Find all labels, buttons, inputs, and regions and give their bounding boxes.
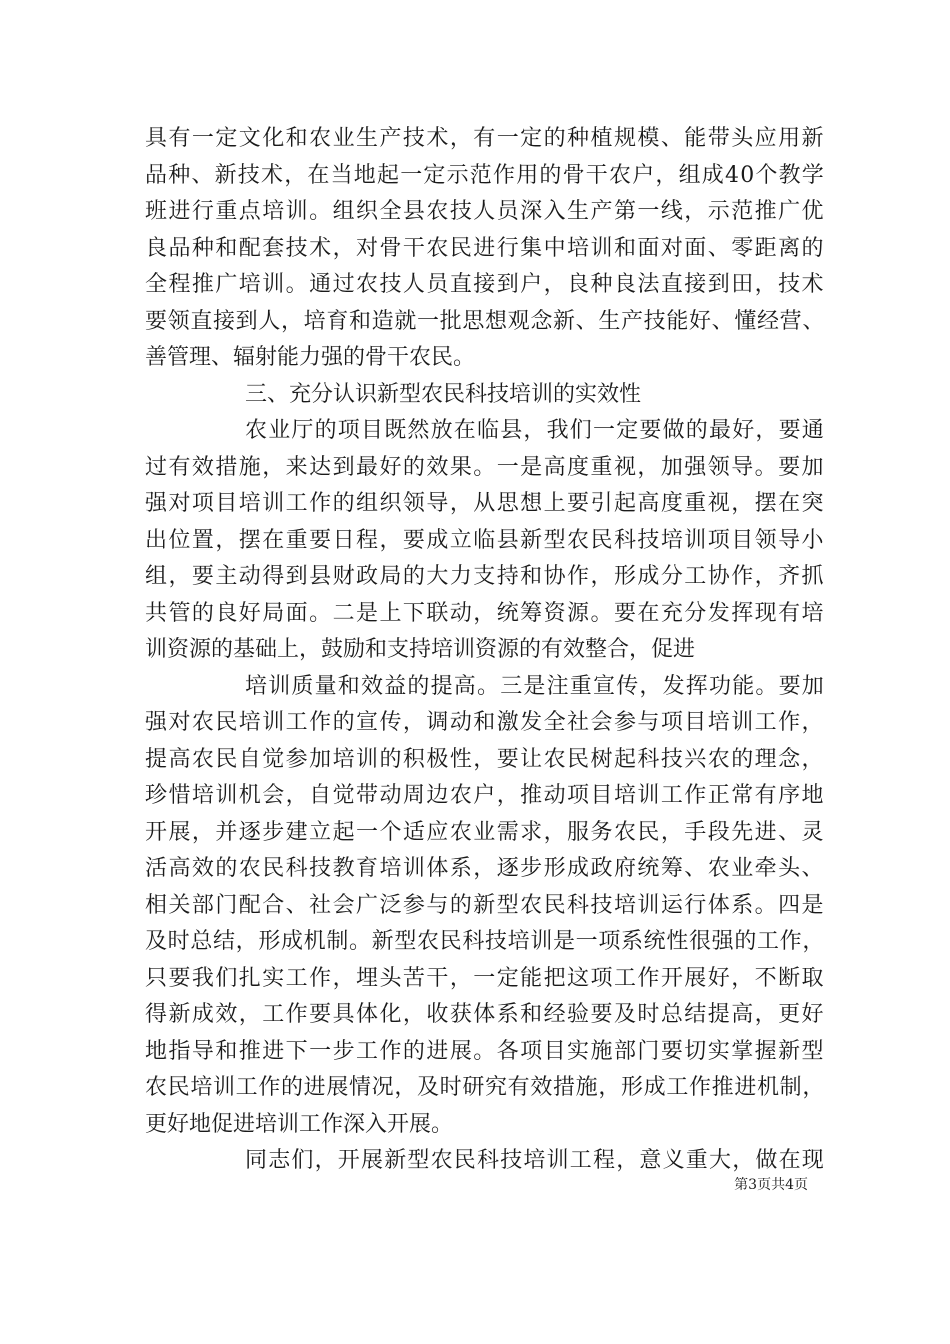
- text-line: 活高效的农民科技教育培训体系，逐步形成政府统筹、农业牵头、: [145, 856, 825, 881]
- text-line: 组，要主动得到县财政局的大力支持和协作，形成分工协作，齐抓: [145, 564, 825, 589]
- text-line: 及时总结，形成机制。新型农民科技培训是一项系统性很强的工作，: [145, 929, 825, 954]
- text-line: 具有一定文化和农业生产技术，有一定的种植规模、能带头应用新: [145, 126, 825, 151]
- text-line: 强对农民培训工作的宣传，调动和激发全社会参与项目培训工作，: [145, 710, 825, 735]
- document-body: [145, 121, 825, 1180]
- text-line: 同志们，开展新型农民科技培训工程，意义重大，做在现: [245, 1148, 825, 1173]
- text-line: 只要我们扎实工作，埋头苦干，一定能把这项工作开展好，不断取: [145, 965, 825, 991]
- text-line: 强对项目培训工作的组织领导，从思想上要引起高度重视，摆在突: [145, 491, 825, 516]
- text-line: 更好地促进培训工作深入开展。: [145, 1111, 454, 1137]
- text-line: 三、充分认识新型农民科技培训的实效性: [245, 381, 642, 407]
- page-number: 第3页共4页: [734, 1177, 808, 1193]
- text-line: 珍惜培训机会，自觉带动周边农户，推动项目培训工作正常有序地: [145, 783, 825, 808]
- text-line: 提高农民自觉参加培训的积极性，要让农民树起科技兴农的理念，: [145, 746, 825, 772]
- text-line: 开展，并逐步建立起一个适应农业需求，服务农民，手段先进、灵: [145, 819, 825, 845]
- text-line: 地指导和推进下一步工作的进展。各项目实施部门要切实掌握新型: [145, 1038, 825, 1064]
- text-line: 善管理、辐射能力强的骨干农民。: [145, 345, 476, 370]
- text-line: 班进行重点培训。组织全县农技人员深入生产第一线，示范推广优: [145, 199, 825, 224]
- text-line: 共管的良好局面。二是上下联动，统筹资源。要在充分发挥现有培: [145, 600, 825, 626]
- text-line: 农业厅的项目既然放在临县，我们一定要做的最好，要通: [245, 418, 825, 443]
- text-line: 要领直接到人，培育和造就一批思想观念新、生产技能好、懂经营、: [145, 308, 825, 334]
- text-line: 过有效措施，来达到最好的效果。一是高度重视，加强领导。要加: [145, 454, 825, 480]
- text-line: 出位置，摆在重要日程，要成立临县新型农民科技培训项目领导小: [145, 527, 825, 553]
- text-line: 得新成效，工作要具体化，收获体系和经验要及时总结提高，更好: [145, 1002, 825, 1027]
- text-line: 农民培训工作的进展情况，及时研究有效措施，形成工作推进机制，: [145, 1075, 825, 1100]
- text-line: 良品种和配套技术，对骨干农民进行集中培训和面对面、零距离的: [145, 235, 825, 261]
- text-line: 品种、新技术，在当地起一定示范作用的骨干农户，组成40个教学: [145, 162, 825, 188]
- text-line: 全程推广培训。通过农技人员直接到户，良种良法直接到田，技术: [145, 272, 825, 297]
- text-line: 训资源的基础上，鼓励和支持培训资源的有效整合，促进: [145, 637, 696, 662]
- text-line: 培训质量和效益的提高。三是注重宣传，发挥功能。要加: [245, 673, 825, 699]
- text-line: 相关部门配合、社会广泛参与的新型农民科技培训运行体系。四是: [145, 892, 825, 918]
